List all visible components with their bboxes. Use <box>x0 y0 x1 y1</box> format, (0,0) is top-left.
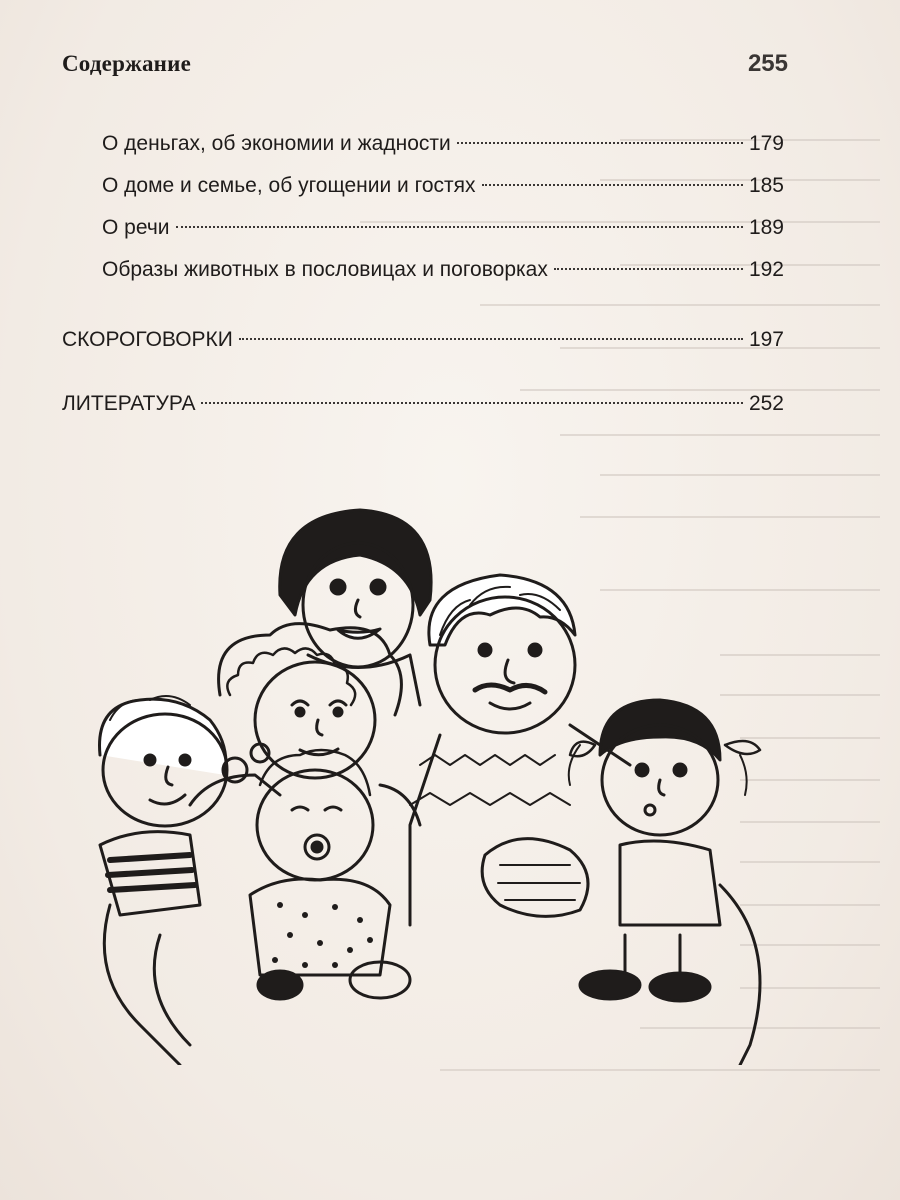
toc-dot-leader <box>239 338 743 340</box>
toc-entry-page: 185 <box>748 174 784 197</box>
toc-entry-title: О деньгах, об экономии и жадности <box>102 132 451 155</box>
table-of-contents <box>62 130 784 432</box>
family-illustration <box>80 505 780 1065</box>
toc-entry-title: О речи <box>102 216 170 239</box>
toc-entry[interactable] <box>62 214 784 242</box>
toc-entry-chapter[interactable] <box>62 390 784 418</box>
toc-entry-page: 192 <box>748 258 784 281</box>
toc-entry-page: 179 <box>748 132 784 155</box>
toc-entry-page: 252 <box>748 392 784 415</box>
toc-dot-leader <box>482 184 743 186</box>
toc-entry-title: О доме и семье, об угощении и гостях <box>102 174 476 197</box>
sweater-zigzag <box>420 755 555 765</box>
toc-dot-leader <box>457 142 743 144</box>
toc-entry-title: Образы животных в пословицах и поговорках <box>102 258 548 281</box>
toc-entry[interactable] <box>62 130 784 158</box>
toc-entry[interactable] <box>62 172 784 200</box>
toc-entry-title: ЛИТЕРАТУРА <box>62 392 196 415</box>
toc-entry-page: 197 <box>748 328 784 351</box>
father <box>410 575 630 925</box>
toc-entry-page: 189 <box>748 216 784 239</box>
toc-entry[interactable] <box>62 256 784 284</box>
running-header <box>62 50 788 78</box>
toc-dot-leader <box>176 226 743 228</box>
page-number: 255 <box>747 50 788 77</box>
mother-curly-hair <box>190 624 420 825</box>
toc-entry-title: СКОРОГОВОРКИ <box>62 328 233 351</box>
boy-left <box>100 696 248 915</box>
section-title: Содержание <box>62 51 191 76</box>
toc-dot-leader <box>201 402 742 404</box>
toc-dot-leader <box>554 268 743 270</box>
toc-entry-chapter[interactable] <box>62 326 784 354</box>
girl-with-pigtails <box>569 700 760 1001</box>
